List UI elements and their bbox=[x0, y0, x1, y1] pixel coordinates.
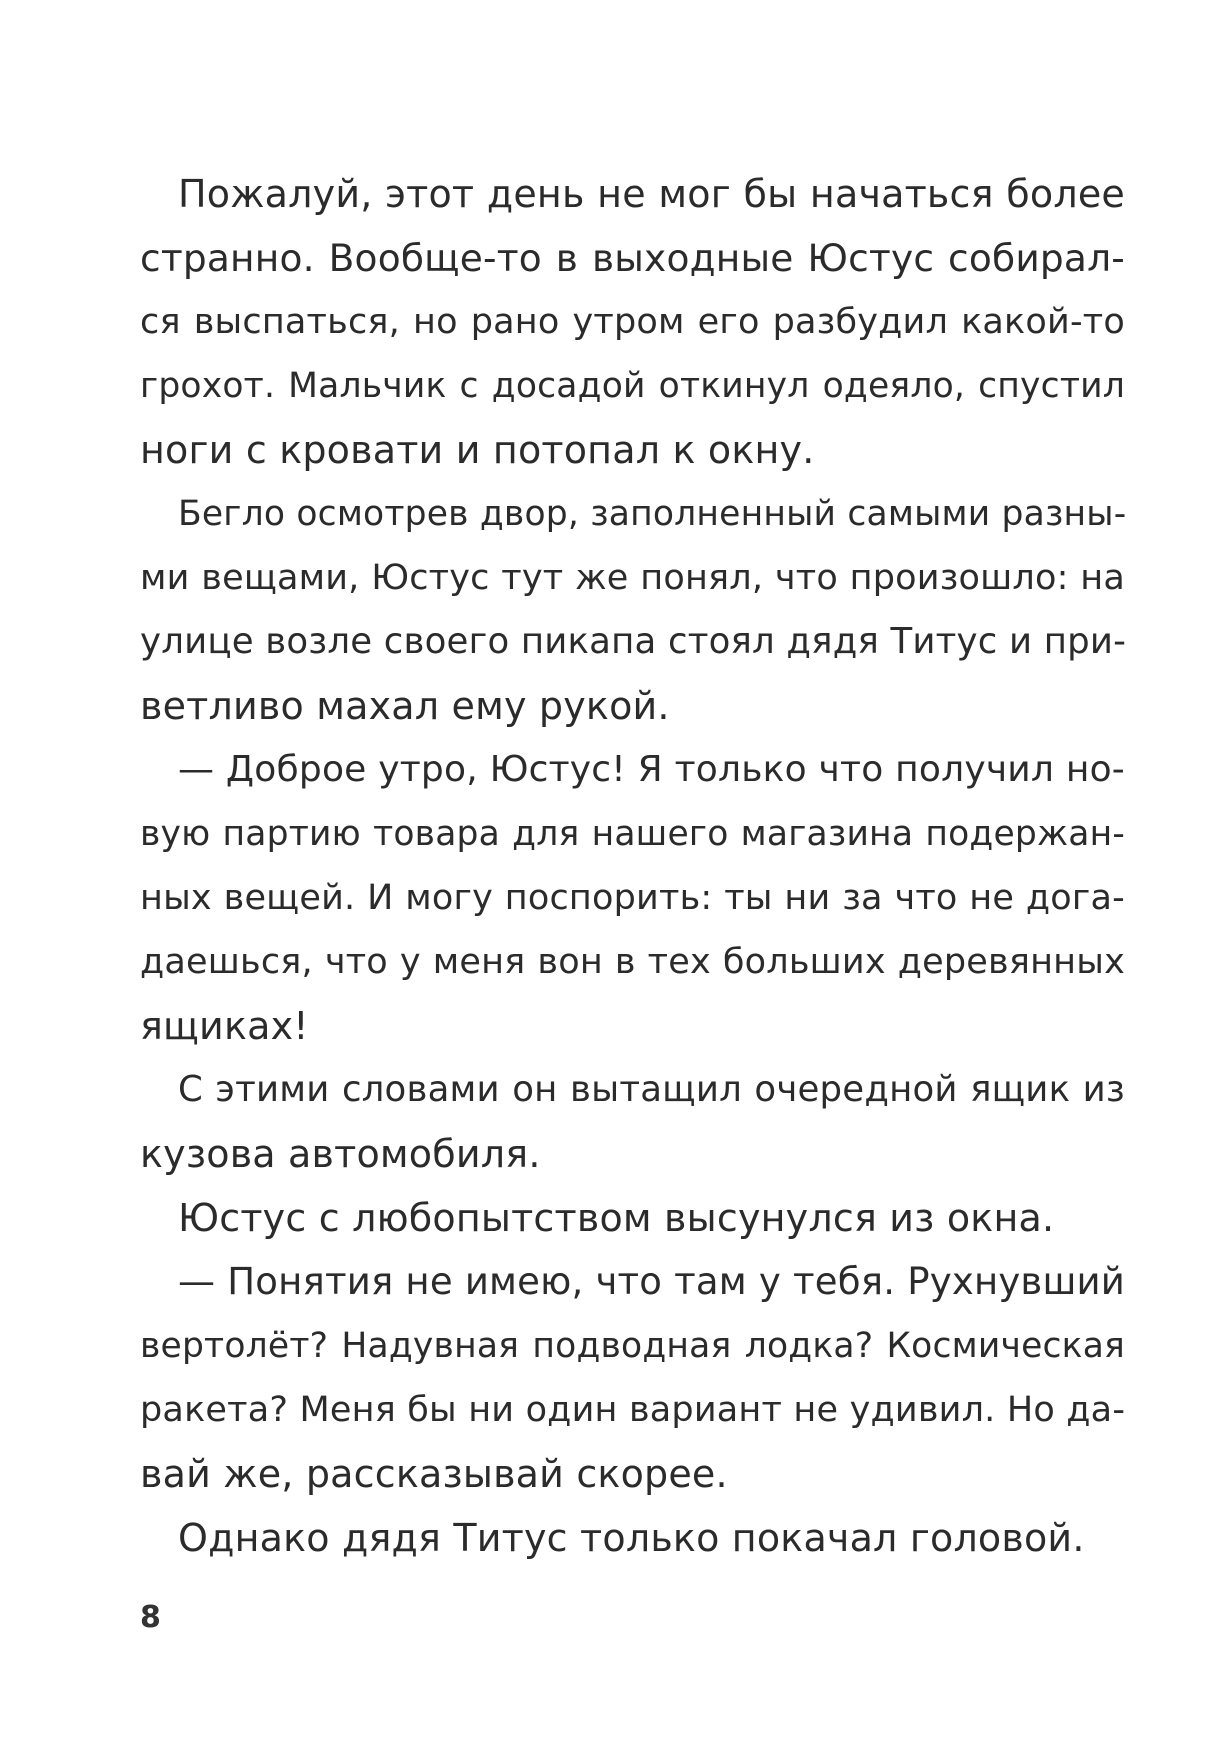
text-line: Бегло осмотрев двор, заполненный самыми разны- bbox=[178, 494, 1127, 534]
text-line: ных вещей. И могу поспорить: ты ни за что не дога- bbox=[140, 878, 1125, 918]
text-line: С этими словами он вытащил очередной ящик из bbox=[178, 1069, 1125, 1110]
text-line: ящиках! bbox=[140, 1004, 309, 1048]
text-line: даешься, что у меня вон в тех больших деревянных bbox=[140, 942, 1125, 982]
text-line: — Понятия не имею, что там у тебя. Рухнувший bbox=[178, 1260, 1125, 1303]
text-line: вую партию товара для нашего магазина подержан- bbox=[140, 814, 1125, 854]
text-line: ноги с кровати и потопал к окну. bbox=[140, 428, 815, 472]
page-number: 8 bbox=[140, 1600, 161, 1635]
text-line: Юстус с любопытством высунулся из окна. bbox=[178, 1196, 1055, 1240]
text-line: — Доброе утро, Юстус! Я только что получил но- bbox=[178, 749, 1125, 790]
text-line: улице возле своего пикапа стоял дядя Титус и при- bbox=[140, 621, 1127, 662]
text-line: ся выспаться, но рано утром его разбудил какой-то bbox=[140, 302, 1125, 342]
text-line: ракета? Меня бы ни один вариант не удивил. Но да- bbox=[140, 1390, 1126, 1430]
text-line: кузова автомобиля. bbox=[140, 1132, 541, 1176]
text-line: странно. Вообще-то в выходные Юстус собирал- bbox=[140, 236, 1125, 280]
text-line: вай же, рассказывай скорее. bbox=[140, 1452, 728, 1496]
text-line: ветливо махал ему рукой. bbox=[140, 684, 670, 728]
text-line: грохот. Мальчик с досадой откинул одеяло, спустил bbox=[140, 366, 1125, 406]
text-line: Однако дядя Титус только покачал головой. bbox=[178, 1516, 1085, 1560]
text-line: ми вещами, Юстус тут же понял, что произошло: на bbox=[140, 558, 1125, 598]
text-line: Пожалуй, этот день не мог бы начаться более bbox=[178, 172, 1125, 216]
text-line: вертолёт? Надувная подводная лодка? Космическая bbox=[140, 1326, 1125, 1366]
